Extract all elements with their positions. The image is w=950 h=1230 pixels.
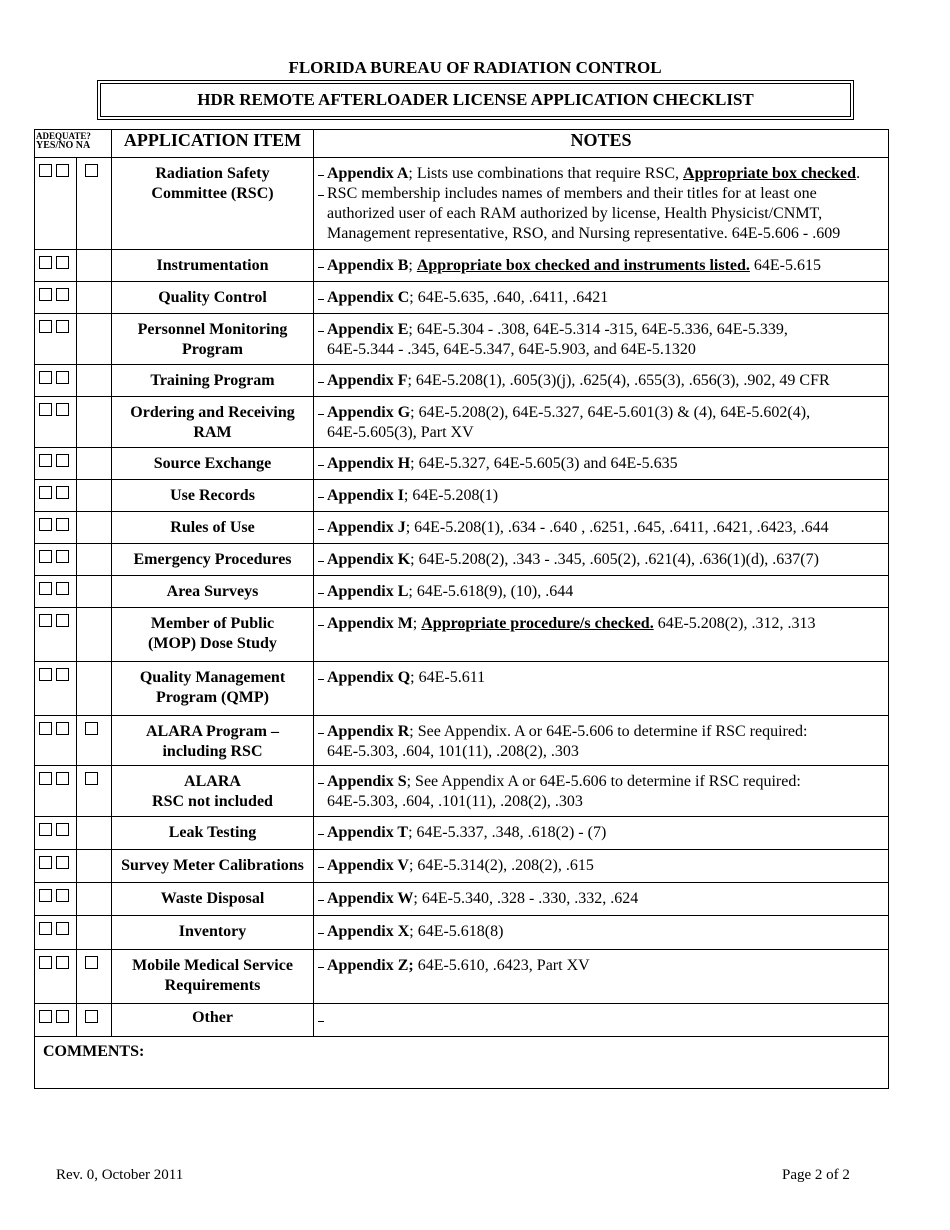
table-row (35, 950, 889, 1004)
table-row (35, 448, 889, 480)
yes-checkbox[interactable] (39, 668, 52, 681)
application-item (112, 544, 314, 576)
na-cell (77, 916, 112, 950)
notes-header: NOTES (314, 130, 889, 158)
item-label: ALARA Program – (145, 723, 280, 740)
note-line: authorized user of each RAM authorized by license, Health Physicist/CNMT, (327, 205, 823, 222)
table-row (35, 916, 889, 950)
item-label: RSC not included (152, 793, 273, 810)
table-row (35, 397, 889, 448)
note-line (318, 486, 884, 506)
table-row (35, 716, 889, 766)
application-item (112, 282, 314, 314)
table-row (35, 544, 889, 576)
na-cell (77, 576, 112, 608)
na-checkbox[interactable] (85, 1010, 98, 1023)
notes-cell (314, 817, 889, 850)
appendix-ref: Appendix K (327, 551, 411, 568)
na-cell (77, 397, 112, 448)
yes-no-cell (35, 365, 77, 397)
comments-field[interactable] (35, 1037, 889, 1089)
note-text: ; 64E-5.208(2), .343 - .345, .605(2), .621(4), .636(1)(d), .637(7) (410, 551, 819, 568)
notes-cell (314, 314, 889, 365)
item-label: (MOP) Dose Study (148, 635, 277, 652)
note-line: RSC membership includes names of members and their titles for at least one (318, 184, 884, 204)
application-item (112, 158, 314, 250)
no-checkbox[interactable] (56, 722, 69, 735)
appendix-ref: Appendix X (327, 923, 410, 940)
note-text: 64E-5.208(2), .312, .313 (653, 615, 816, 632)
note-line (318, 668, 884, 688)
yes-checkbox[interactable] (39, 856, 52, 869)
yes-no-cell (35, 883, 77, 916)
na-cell (77, 883, 112, 916)
appendix-ref: Appendix G (327, 404, 411, 421)
item-label: Other (192, 1009, 233, 1026)
notes-cell (314, 662, 889, 716)
yes-no-cell (35, 544, 77, 576)
no-checkbox[interactable] (56, 1010, 69, 1023)
appendix-ref: Appendix J (327, 519, 406, 536)
note-line: 64E-5.605(3), Part XV (327, 424, 474, 441)
application-item (112, 365, 314, 397)
table-row (35, 817, 889, 850)
note-line: 64E-5.344 - .345, 64E-5.347, 64E-5.903, and 64E-5.1320 (327, 341, 696, 358)
na-cell (77, 158, 112, 250)
yes-no-cell (35, 480, 77, 512)
note-text: ; 64E-5.618(9), (10), .644 (408, 583, 574, 600)
no-checkbox[interactable] (56, 288, 69, 301)
yes-no-cell (35, 314, 77, 365)
na-cell (77, 817, 112, 850)
application-item (112, 916, 314, 950)
item-label: Member of Public (150, 615, 275, 632)
appendix-ref: Appendix T (327, 824, 409, 841)
notes-cell (314, 766, 889, 817)
yes-checkbox[interactable] (39, 320, 52, 333)
table-row (35, 282, 889, 314)
item-label: RAM (193, 424, 232, 441)
note-text: ; 64E-5.618(8) (409, 923, 504, 940)
revision-date: Rev. 0, October 2011 (56, 1167, 184, 1183)
na-checkbox[interactable] (85, 772, 98, 785)
note-line (318, 772, 884, 792)
note-line (318, 164, 884, 184)
item-label: Source Exchange (153, 455, 272, 472)
notes-cell (314, 480, 889, 512)
notes-cell (314, 850, 889, 883)
note-line: Management representative, RSO, and Nursing representative. 64E-5.606 - .609 (327, 225, 841, 242)
item-label: ALARA (184, 773, 241, 790)
note-line (318, 856, 884, 876)
note-line (318, 288, 884, 308)
yes-no-cell (35, 250, 77, 282)
notes-cell (314, 916, 889, 950)
note-emphasis: Appropriate box checked (683, 165, 857, 182)
note-emphasis: Appropriate procedure/s checked. (421, 615, 654, 632)
adequate-header-line1: ADEQUATE? (36, 131, 91, 141)
appendix-ref: Appendix E (327, 321, 409, 338)
no-checkbox[interactable] (56, 889, 69, 902)
item-label: Ordering and Receiving (130, 404, 295, 421)
note-line (318, 1010, 884, 1028)
item-label: including RSC (162, 743, 263, 760)
notes-cell (314, 576, 889, 608)
adequate-header-line2: YES/NO NA (36, 140, 91, 151)
note-line (318, 454, 884, 474)
notes-cell (314, 883, 889, 916)
item-label: Leak Testing (168, 824, 257, 841)
table-row (35, 766, 889, 817)
appendix-ref: Appendix B (327, 257, 409, 274)
application-item (112, 1004, 314, 1037)
note-line (318, 403, 884, 423)
application-item (112, 662, 314, 716)
appendix-ref: Appendix M (327, 615, 413, 632)
note-text: ; 64E-5.611 (410, 669, 486, 686)
item-label: Instrumentation (156, 257, 269, 274)
appendix-ref: Appendix S (327, 773, 407, 790)
yes-checkbox[interactable] (39, 922, 52, 935)
application-item (112, 716, 314, 766)
no-checkbox[interactable] (56, 486, 69, 499)
na-cell (77, 850, 112, 883)
table-row (35, 250, 889, 282)
note-line (318, 582, 884, 602)
notes-cell (314, 397, 889, 448)
yes-checkbox[interactable] (39, 772, 52, 785)
note-line (318, 256, 884, 276)
yes-checkbox[interactable] (39, 486, 52, 499)
yes-checkbox[interactable] (39, 1010, 52, 1023)
checklist-title-box (97, 80, 854, 120)
application-item (112, 608, 314, 662)
note-line (318, 889, 884, 909)
yes-checkbox[interactable] (39, 288, 52, 301)
no-checkbox[interactable] (56, 256, 69, 269)
yes-checkbox[interactable] (39, 518, 52, 531)
note-line (318, 922, 884, 942)
note-text: ; 64E-5.304 - .308, 64E-5.314 -315, 64E-5.336, 64E-5.339, (408, 321, 788, 338)
item-label: Mobile Medical Service (132, 957, 293, 974)
notes-cell (314, 282, 889, 314)
application-item (112, 448, 314, 480)
appendix-ref: Appendix Z; (327, 957, 414, 974)
na-cell (77, 950, 112, 1004)
appendix-ref: Appendix Q (327, 669, 411, 686)
item-label: Program (QMP) (156, 689, 269, 706)
table-row (35, 158, 889, 250)
item-label: Committee (RSC) (151, 185, 274, 202)
no-checkbox[interactable] (56, 371, 69, 384)
table-row (35, 576, 889, 608)
appendix-ref: Appendix R (327, 723, 410, 740)
note-text: ; 64E-5.314(2), .208(2), .615 (408, 857, 594, 874)
no-checkbox[interactable] (56, 772, 69, 785)
yes-checkbox[interactable] (39, 403, 52, 416)
note-emphasis: Appropriate box checked and instruments listed. (416, 257, 750, 274)
note-line (318, 518, 884, 538)
yes-no-cell (35, 397, 77, 448)
note-text: ; See Appendix A or 64E-5.606 to determine if RSC required: (406, 773, 801, 790)
no-checkbox[interactable] (56, 614, 69, 627)
note-line (318, 320, 884, 340)
item-label: Inventory (178, 923, 247, 940)
item-label: Rules of Use (170, 519, 255, 536)
note-line (318, 956, 884, 976)
note-text: 64E-5.615 (749, 257, 821, 274)
table-row (35, 1004, 889, 1037)
item-label: Program (181, 341, 243, 358)
note-text: ; (412, 615, 422, 632)
yes-checkbox[interactable] (39, 722, 52, 735)
yes-no-cell (35, 448, 77, 480)
note-text: ; 64E-5.208(1), .605(3)(j), .625(4), .655(3), .656(3), .902, 49 CFR (407, 372, 830, 389)
item-label: Training Program (150, 372, 275, 389)
no-checkbox[interactable] (56, 164, 69, 177)
na-checkbox[interactable] (85, 722, 98, 735)
appendix-ref: Appendix F (327, 372, 408, 389)
yes-checkbox[interactable] (39, 164, 52, 177)
page-number: Page 2 of 2 (782, 1167, 850, 1183)
note-text: ; 64E-5.208(1), .634 - .640 , .6251, .645, .6411, .6421, .6423, .644 (405, 519, 829, 536)
notes-cell (314, 950, 889, 1004)
yes-checkbox[interactable] (39, 371, 52, 384)
notes-cell (314, 608, 889, 662)
yes-no-cell (35, 608, 77, 662)
application-item-header: APPLICATION ITEM (112, 130, 314, 158)
yes-no-cell (35, 662, 77, 716)
note-line (318, 823, 884, 843)
no-checkbox[interactable] (56, 403, 69, 416)
table-row (35, 662, 889, 716)
appendix-ref: Appendix C (327, 289, 410, 306)
note-text: ; 64E-5.208(1) (403, 487, 499, 504)
appendix-ref: Appendix H (327, 455, 411, 472)
note-text: . (856, 165, 861, 182)
note-line (318, 371, 884, 391)
note-text: ; 64E-5.635, .640, .6411, .6421 (409, 289, 609, 306)
yes-checkbox[interactable] (39, 550, 52, 563)
table-row (35, 883, 889, 916)
application-item (112, 850, 314, 883)
checklist-table (34, 129, 889, 1089)
na-checkbox[interactable] (85, 164, 98, 177)
no-checkbox[interactable] (56, 518, 69, 531)
note-text: ; Lists use combinations that require RSC, (408, 165, 684, 182)
note-line (318, 550, 884, 570)
yes-no-cell (35, 766, 77, 817)
notes-cell (314, 250, 889, 282)
yes-no-cell (35, 1004, 77, 1037)
table-row (35, 850, 889, 883)
application-item (112, 950, 314, 1004)
no-checkbox[interactable] (56, 550, 69, 563)
table-row (35, 608, 889, 662)
na-checkbox[interactable] (85, 956, 98, 969)
item-label: Quality Management (139, 669, 286, 686)
note-line (318, 722, 884, 742)
no-checkbox[interactable] (56, 856, 69, 869)
application-item (112, 314, 314, 365)
item-label: Waste Disposal (160, 890, 265, 907)
application-item (112, 576, 314, 608)
comments-row (35, 1037, 889, 1089)
yes-checkbox[interactable] (39, 256, 52, 269)
note-text: ; 64E-5.340, .328 - .330, .332, .624 (413, 890, 639, 907)
notes-cell (314, 365, 889, 397)
application-item (112, 480, 314, 512)
agency-heading: FLORIDA BUREAU OF RADIATION CONTROL (288, 58, 662, 77)
adequate-column-header (35, 130, 112, 158)
yes-no-cell (35, 282, 77, 314)
na-cell (77, 448, 112, 480)
yes-no-cell (35, 916, 77, 950)
yes-no-cell (35, 576, 77, 608)
na-cell (77, 662, 112, 716)
yes-checkbox[interactable] (39, 582, 52, 595)
notes-cell (314, 512, 889, 544)
na-cell (77, 544, 112, 576)
application-item (112, 817, 314, 850)
item-label: Use Records (170, 487, 255, 504)
yes-no-cell (35, 716, 77, 766)
comments-label: COMMENTS: (43, 1043, 145, 1060)
item-label: Personnel Monitoring (137, 321, 288, 338)
no-checkbox[interactable] (56, 922, 69, 935)
yes-checkbox[interactable] (39, 889, 52, 902)
application-item (112, 766, 314, 817)
yes-no-cell (35, 817, 77, 850)
item-label: Area Surveys (166, 583, 259, 600)
application-item (112, 250, 314, 282)
notes-cell (314, 158, 889, 250)
item-label: Requirements (164, 977, 261, 994)
appendix-ref: Appendix A (327, 165, 409, 182)
item-label: Quality Control (158, 289, 267, 306)
notes-cell (314, 448, 889, 480)
na-cell (77, 608, 112, 662)
table-row (35, 480, 889, 512)
no-checkbox[interactable] (56, 454, 69, 467)
yes-no-cell (35, 950, 77, 1004)
note-line: 64E-5.303, .604, 101(11), .208(2), .303 (327, 743, 579, 760)
application-item (112, 397, 314, 448)
na-cell (77, 365, 112, 397)
yes-checkbox[interactable] (39, 956, 52, 969)
note-text: ; See Appendix. A or 64E-5.606 to determine if RSC required: (409, 723, 808, 740)
yes-checkbox[interactable] (39, 454, 52, 467)
no-checkbox[interactable] (56, 582, 69, 595)
appendix-ref: Appendix W (327, 890, 414, 907)
application-item (112, 512, 314, 544)
na-cell (77, 1004, 112, 1037)
no-checkbox[interactable] (56, 668, 69, 681)
table-row (35, 365, 889, 397)
appendix-ref: Appendix L (327, 583, 409, 600)
note-line (318, 614, 884, 634)
note-text: ; (408, 257, 417, 274)
checklist-title: HDR REMOTE AFTERLOADER LICENSE APPLICATION CHECKLIST (197, 90, 754, 109)
na-cell (77, 716, 112, 766)
yes-no-cell (35, 158, 77, 250)
appendix-ref: Appendix V (327, 857, 409, 874)
na-cell (77, 480, 112, 512)
notes-cell (314, 544, 889, 576)
table-row (35, 512, 889, 544)
item-label: Radiation Safety (155, 165, 270, 182)
no-checkbox[interactable] (56, 320, 69, 333)
yes-no-cell (35, 512, 77, 544)
note-text: ; 64E-5.327, 64E-5.605(3) and 64E-5.635 (410, 455, 678, 472)
na-cell (77, 282, 112, 314)
item-label: Emergency Procedures (133, 551, 292, 568)
note-text: 64E-5.610, .6423, Part XV (413, 957, 590, 974)
no-checkbox[interactable] (56, 956, 69, 969)
table-row (35, 314, 889, 365)
yes-no-cell (35, 850, 77, 883)
na-cell (77, 314, 112, 365)
na-cell (77, 250, 112, 282)
yes-checkbox[interactable] (39, 614, 52, 627)
other-notes-field[interactable] (314, 1004, 889, 1037)
item-label: Survey Meter Calibrations (121, 857, 304, 874)
table-header-row (35, 130, 889, 158)
note-text: ; 64E-5.208(2), 64E-5.327, 64E-5.601(3) & (4), 64E-5.602(4), (410, 404, 811, 421)
appendix-ref: Appendix I (327, 487, 404, 504)
notes-cell (314, 716, 889, 766)
na-cell (77, 766, 112, 817)
no-checkbox[interactable] (56, 823, 69, 836)
na-cell (77, 512, 112, 544)
application-item (112, 883, 314, 916)
note-line: 64E-5.303, .604, .101(11), .208(2), .303 (327, 793, 583, 810)
yes-checkbox[interactable] (39, 823, 52, 836)
note-text: ; 64E-5.337, .348, .618(2) - (7) (408, 824, 607, 841)
